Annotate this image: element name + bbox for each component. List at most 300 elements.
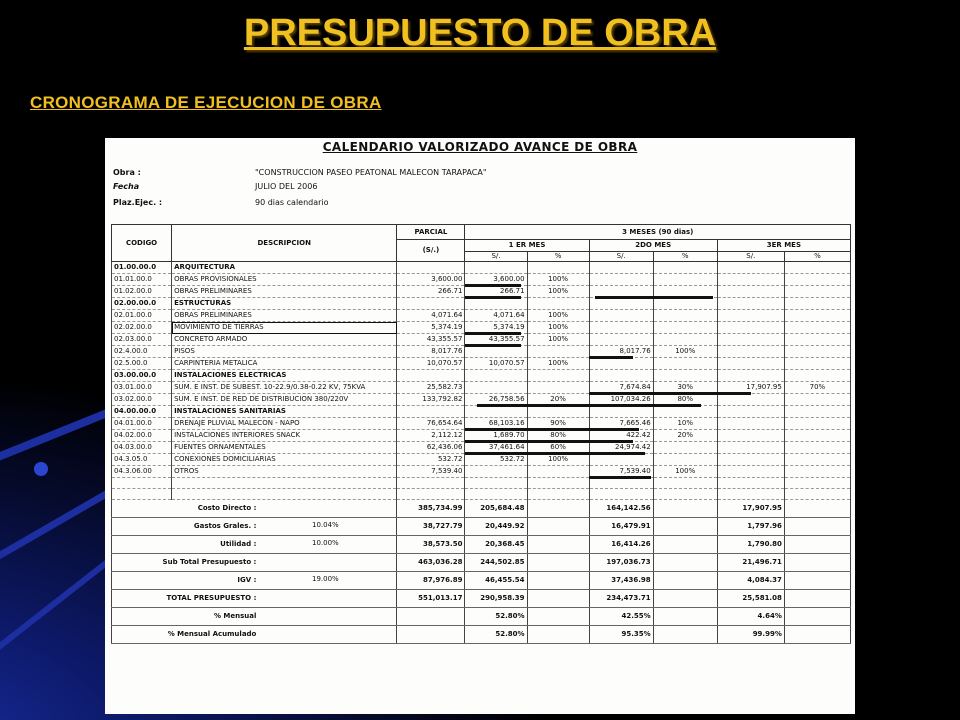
row-m3-value: 17,907.95 (717, 382, 784, 394)
summary-empty (784, 626, 850, 644)
row-m3-pct (784, 334, 850, 346)
row-descripcion: OTROS (172, 466, 397, 478)
summary-m1: 52.80% (465, 608, 527, 626)
row-m2-value: 7,665.46 (589, 418, 653, 430)
row-descripcion: CONCRETO ARMADO (172, 334, 397, 346)
summary-m3: 25,581.08 (717, 590, 784, 608)
row-m1-pct: 100% (527, 286, 589, 298)
row-m3-pct (784, 310, 850, 322)
table-row (112, 370, 851, 382)
obra-label: Obra : (113, 168, 141, 177)
row-m1-pct (527, 382, 589, 394)
row-m1-value: 5,374.19 (465, 322, 527, 334)
row-m3-pct (784, 298, 850, 310)
blank-cell (784, 478, 850, 489)
row-m3-pct (784, 430, 850, 442)
summary-row (112, 590, 851, 608)
row-m1-value: 1,689.70 (465, 430, 527, 442)
row-descripcion: INSTALACIONES ELECTRICAS (172, 370, 397, 382)
summary-label: TOTAL PRESUPUESTO : (112, 590, 397, 608)
row-m1-pct: 90% (527, 418, 589, 430)
gantt-bar (589, 356, 632, 359)
row-m3-value (717, 334, 784, 346)
row-codigo: 04.3.06.00 (112, 466, 172, 478)
table-row (112, 406, 851, 418)
summary-m1: 52.80% (465, 626, 527, 644)
row-m1-value: 532.72 (465, 454, 527, 466)
row-m1-pct: 100% (527, 358, 589, 370)
row-m1-pct (527, 346, 589, 358)
blank-cell (397, 489, 465, 500)
gantt-bar (477, 404, 700, 407)
row-m2-value (589, 322, 653, 334)
summary-parcial: 87,976.89 (397, 572, 465, 590)
table-row (112, 262, 851, 274)
row-m1-pct: 80% (527, 430, 589, 442)
row-m3-pct (784, 406, 850, 418)
row-codigo: 03.00.00.0 (112, 370, 172, 382)
summary-m1: 46,455.54 (465, 572, 527, 590)
table-row (112, 358, 851, 370)
decorative-dot (34, 462, 48, 476)
summary-parcial: 38,727.79 (397, 518, 465, 536)
summary-empty (653, 500, 717, 518)
summary-empty (653, 572, 717, 590)
fecha-value: JULIO DEL 2006 (255, 182, 318, 191)
header-m1-pct: % (527, 252, 589, 262)
row-m3-pct (784, 370, 850, 382)
row-parcial: 43,355.57 (397, 334, 465, 346)
row-m2-value: 107,034.26 (589, 394, 653, 406)
row-m1-pct (527, 262, 589, 274)
row-m2-pct (653, 334, 717, 346)
row-codigo: 04.03.00.0 (112, 442, 172, 454)
row-m2-pct: 10% (653, 418, 717, 430)
row-m2-pct (653, 442, 717, 454)
gantt-bar (465, 344, 521, 347)
row-parcial: 8,017.76 (397, 346, 465, 358)
blank-cell (589, 489, 653, 500)
row-codigo: 02.00.00.0 (112, 298, 172, 310)
row-m3-value (717, 358, 784, 370)
gantt-bar (595, 296, 713, 299)
blank-cell (172, 489, 397, 500)
row-m1-pct: 100% (527, 334, 589, 346)
row-m2-pct: 80% (653, 394, 717, 406)
row-m2-value (589, 298, 653, 310)
summary-row (112, 500, 851, 518)
summary-pct: 10.04% (312, 521, 339, 529)
gantt-bar (589, 476, 651, 479)
blank-row (112, 478, 851, 489)
row-m3-pct (784, 394, 850, 406)
row-m1-value (465, 382, 527, 394)
summary-m3: 1,790.80 (717, 536, 784, 554)
row-m3-value (717, 394, 784, 406)
row-m2-value (589, 454, 653, 466)
row-m2-pct (653, 310, 717, 322)
row-m3-value (717, 310, 784, 322)
row-m1-value: 26,758.56 (465, 394, 527, 406)
blank-cell (172, 478, 397, 489)
row-m2-pct (653, 274, 717, 286)
row-m3-value (717, 418, 784, 430)
row-m1-pct: 100% (527, 274, 589, 286)
row-parcial (397, 406, 465, 418)
row-m2-value: 422.42 (589, 430, 653, 442)
blank-cell (653, 489, 717, 500)
row-descripcion: DRENAJE PLUVIAL MALECON - NAPO (172, 418, 397, 430)
row-descripcion: INSTALACIONES INTERIORES SNACK (172, 430, 397, 442)
row-descripcion: OBRAS PRELIMINARES (172, 286, 397, 298)
row-descripcion: ESTRUCTURAS (172, 298, 397, 310)
gantt-bar (465, 332, 521, 335)
header-period: 3 MESES (90 dias) (465, 225, 851, 240)
summary-empty (653, 554, 717, 572)
summary-label: IGV : 19.00% (112, 572, 397, 590)
row-m2-pct (653, 370, 717, 382)
row-descripcion: PISOS (172, 346, 397, 358)
row-m1-value (465, 466, 527, 478)
gantt-bar (465, 452, 645, 455)
row-m2-pct (653, 358, 717, 370)
row-m1-pct: 100% (527, 454, 589, 466)
summary-m3: 1,797.96 (717, 518, 784, 536)
row-parcial: 4,071.64 (397, 310, 465, 322)
table-row (112, 298, 851, 310)
summary-m2: 234,473.71 (589, 590, 653, 608)
row-m1-value (465, 370, 527, 382)
row-m3-pct (784, 442, 850, 454)
blank-cell (397, 478, 465, 489)
gantt-bar (465, 284, 521, 287)
row-m1-value: 4,071.64 (465, 310, 527, 322)
row-m3-pct (784, 274, 850, 286)
document-title: CALENDARIO VALORIZADO AVANCE DE OBRA (322, 140, 638, 154)
header-m1-value: S/. (465, 252, 527, 262)
summary-empty (784, 590, 850, 608)
summary-empty (527, 626, 589, 644)
row-m3-pct (784, 286, 850, 298)
row-m2-value (589, 358, 653, 370)
summary-m3: 99.99% (717, 626, 784, 644)
row-descripcion: SUM. E INST. DE SUBEST. 10-22.9/0.38-0.22 KV, 75KVA (172, 382, 397, 394)
row-codigo: 01.00.00.0 (112, 262, 172, 274)
row-m2-value (589, 262, 653, 274)
row-codigo: 02.02.00.0 (112, 322, 172, 334)
row-m1-value (465, 346, 527, 358)
summary-label: Sub Total Presupuesto : (112, 554, 397, 572)
blank-cell (527, 478, 589, 489)
summary-empty (527, 590, 589, 608)
plazo-value: 90 dias calendario (255, 198, 329, 207)
row-descripcion: CARPINTERIA METALICA (172, 358, 397, 370)
row-parcial (397, 370, 465, 382)
summary-empty (784, 608, 850, 626)
row-descripcion: SUM. E INST. DE RED DE DISTRIBUCION 380/220V (172, 394, 397, 406)
row-m2-pct: 100% (653, 346, 717, 358)
summary-m1: 205,684.48 (465, 500, 527, 518)
table-row (112, 466, 851, 478)
row-m3-value (717, 274, 784, 286)
row-m2-value: 7,539.40 (589, 466, 653, 478)
row-descripcion: FUENTES ORNAMENTALES (172, 442, 397, 454)
table-row (112, 454, 851, 466)
blank-cell (527, 489, 589, 500)
summary-m2: 16,479.91 (589, 518, 653, 536)
fecha-label: Fecha (113, 182, 140, 191)
summary-empty (527, 608, 589, 626)
blank-cell (653, 478, 717, 489)
summary-empty (527, 554, 589, 572)
blank-cell (465, 489, 527, 500)
blank-cell (784, 489, 850, 500)
row-m1-pct (527, 298, 589, 310)
summary-parcial: 38,573.50 (397, 536, 465, 554)
header-month-3: 3ER MES (717, 240, 850, 252)
row-m3-value (717, 406, 784, 418)
summary-label: % Mensual (112, 608, 397, 626)
summary-m1: 290,958.39 (465, 590, 527, 608)
summary-parcial: 463,036.28 (397, 554, 465, 572)
row-parcial: 25,582.73 (397, 382, 465, 394)
summary-pct: 10.00% (312, 539, 339, 547)
summary-empty (527, 572, 589, 590)
summary-m3: 17,907.95 (717, 500, 784, 518)
row-parcial: 10,070.57 (397, 358, 465, 370)
row-m1-value: 68,103.16 (465, 418, 527, 430)
subtitle: CRONOGRAMA DE EJECUCION DE OBRA (30, 93, 382, 112)
row-m2-pct: 100% (653, 466, 717, 478)
row-parcial: 5,374.19 (397, 322, 465, 334)
blank-cell (717, 489, 784, 500)
row-m1-pct (527, 466, 589, 478)
header-m3-value: S/. (717, 252, 784, 262)
header-parcial: PARCIAL (397, 225, 465, 240)
summary-row (112, 608, 851, 626)
row-m2-value (589, 274, 653, 286)
header-m2-pct: % (653, 252, 717, 262)
row-m1-value: 3,600.00 (465, 274, 527, 286)
row-m1-value: 43,355.57 (465, 334, 527, 346)
summary-m2: 16,414.26 (589, 536, 653, 554)
row-m2-pct (653, 262, 717, 274)
row-descripcion: OBRAS PROVISIONALES (172, 274, 397, 286)
row-m2-value (589, 370, 653, 382)
row-codigo: 01.02.00.0 (112, 286, 172, 298)
row-m3-pct (784, 454, 850, 466)
row-m1-pct: 100% (527, 310, 589, 322)
summary-empty (784, 518, 850, 536)
row-m2-value (589, 406, 653, 418)
row-parcial: 266.71 (397, 286, 465, 298)
row-m3-value (717, 286, 784, 298)
summary-m3: 21,496.71 (717, 554, 784, 572)
blank-cell (112, 489, 172, 500)
row-m1-pct: 60% (527, 442, 589, 454)
row-parcial: 62,436.06 (397, 442, 465, 454)
blank-cell (112, 478, 172, 489)
row-m1-value: 37,461.64 (465, 442, 527, 454)
row-m2-value (589, 334, 653, 346)
summary-empty (653, 536, 717, 554)
blank-cell (589, 478, 653, 489)
row-m2-pct (653, 454, 717, 466)
summary-row (112, 626, 851, 644)
row-m2-value (589, 310, 653, 322)
row-m3-value (717, 322, 784, 334)
row-codigo: 02.5.00.0 (112, 358, 172, 370)
header-parcial-unit: (S/.) (397, 240, 465, 262)
row-m3-pct (784, 466, 850, 478)
header-codigo: CODIGO (112, 225, 172, 262)
summary-empty (527, 500, 589, 518)
obra-value: "CONSTRUCCION PASEO PEATONAL MALECON TARAPACA" (255, 168, 487, 177)
blank-row (112, 489, 851, 500)
row-m2-pct (653, 406, 717, 418)
gantt-bar (465, 440, 633, 443)
row-codigo: 04.01.00.0 (112, 418, 172, 430)
row-m1-pct (527, 370, 589, 382)
row-m3-value (717, 442, 784, 454)
summary-empty (784, 500, 850, 518)
header-month-1: 1 ER MES (465, 240, 589, 252)
row-descripcion: MOVIMIENTO DE TIERRAS (172, 322, 397, 334)
summary-row (112, 554, 851, 572)
blank-cell (717, 478, 784, 489)
summary-m2: 42.55% (589, 608, 653, 626)
row-m2-pct (653, 298, 717, 310)
summary-m3: 4,084.37 (717, 572, 784, 590)
row-codigo: 02.01.00.0 (112, 310, 172, 322)
row-codigo: 04.00.00.0 (112, 406, 172, 418)
row-parcial (397, 298, 465, 310)
summary-label: Costo Directo : (112, 500, 397, 518)
header-descripcion: DESCRIPCION (172, 225, 397, 262)
row-descripcion: CONEXIONES DOMICILIARIAS (172, 454, 397, 466)
summary-m2: 95.35% (589, 626, 653, 644)
row-m3-pct (784, 418, 850, 430)
summary-label: Utilidad : 10.00% (112, 536, 397, 554)
summary-m2: 164,142.56 (589, 500, 653, 518)
row-m3-pct (784, 322, 850, 334)
summary-m1: 244,502.85 (465, 554, 527, 572)
header-month-2: 2DO MES (589, 240, 717, 252)
summary-label: % Mensual Acumulado (112, 626, 397, 644)
summary-parcial: 551,013.17 (397, 590, 465, 608)
row-m3-value (717, 430, 784, 442)
summary-empty (784, 572, 850, 590)
blank-cell (465, 478, 527, 489)
row-codigo: 01.01.00.0 (112, 274, 172, 286)
row-m3-value (717, 346, 784, 358)
row-m1-value (465, 298, 527, 310)
header-m3-pct: % (784, 252, 850, 262)
summary-parcial (397, 608, 465, 626)
row-codigo: 02.4.00.0 (112, 346, 172, 358)
row-m1-value: 10,070.57 (465, 358, 527, 370)
row-m2-value: 8,017.76 (589, 346, 653, 358)
row-m1-value (465, 262, 527, 274)
document-image (105, 138, 855, 714)
row-m2-value: 7,674.84 (589, 382, 653, 394)
row-m3-pct: 70% (784, 382, 850, 394)
row-parcial: 76,654.64 (397, 418, 465, 430)
row-parcial: 2,112.12 (397, 430, 465, 442)
summary-m2: 37,436.98 (589, 572, 653, 590)
summary-row (112, 536, 851, 554)
row-parcial: 532.72 (397, 454, 465, 466)
row-descripcion: OBRAS PRELIMINARES (172, 310, 397, 322)
summary-empty (784, 554, 850, 572)
summary-pct: 19.00% (312, 575, 339, 583)
row-m3-pct (784, 262, 850, 274)
row-m1-pct: 20% (527, 394, 589, 406)
row-codigo: 04.3.05.0 (112, 454, 172, 466)
summary-empty (653, 626, 717, 644)
summary-empty (653, 608, 717, 626)
row-m1-value (465, 406, 527, 418)
summary-m1: 20,449.92 (465, 518, 527, 536)
summary-parcial (397, 626, 465, 644)
row-descripcion: INSTALACIONES SANITARIAS (172, 406, 397, 418)
row-m3-value (717, 262, 784, 274)
schedule-table (111, 224, 851, 644)
gantt-bar (465, 296, 521, 299)
gantt-bar (589, 392, 750, 395)
row-parcial (397, 262, 465, 274)
summary-parcial: 385,734.99 (397, 500, 465, 518)
row-parcial: 7,539.40 (397, 466, 465, 478)
summary-empty (653, 590, 717, 608)
row-parcial: 3,600.00 (397, 274, 465, 286)
summary-m1: 20,368.45 (465, 536, 527, 554)
summary-row (112, 572, 851, 590)
row-codigo: 03.01.00.0 (112, 382, 172, 394)
summary-empty (784, 536, 850, 554)
summary-empty (527, 518, 589, 536)
summary-row (112, 518, 851, 536)
row-m2-pct (653, 322, 717, 334)
row-m3-pct (784, 358, 850, 370)
row-codigo: 03.02.00.0 (112, 394, 172, 406)
row-m1-pct (527, 406, 589, 418)
summary-label: Gastos Grales. : 10.04% (112, 518, 397, 536)
title: PRESUPUESTO DE OBRA (243, 12, 717, 54)
row-m3-pct (784, 346, 850, 358)
summary-m2: 197,036.73 (589, 554, 653, 572)
table-row (112, 346, 851, 358)
row-m3-value (717, 370, 784, 382)
decorative-line (0, 554, 116, 651)
gantt-bar (465, 428, 639, 431)
summary-empty (527, 536, 589, 554)
row-descripcion: ARQUITECTURA (172, 262, 397, 274)
row-m3-value (717, 466, 784, 478)
summary-empty (653, 518, 717, 536)
row-m3-value (717, 454, 784, 466)
row-m1-pct: 100% (527, 322, 589, 334)
row-m2-pct: 20% (653, 430, 717, 442)
header-m2-value: S/. (589, 252, 653, 262)
table-row (112, 310, 851, 322)
summary-m3: 4.64% (717, 608, 784, 626)
row-codigo: 02.03.00.0 (112, 334, 172, 346)
row-m1-value: 266.71 (465, 286, 527, 298)
row-m2-pct: 30% (653, 382, 717, 394)
row-parcial: 133,792.82 (397, 394, 465, 406)
plazo-label: Plaz.Ejec. : (113, 198, 163, 207)
